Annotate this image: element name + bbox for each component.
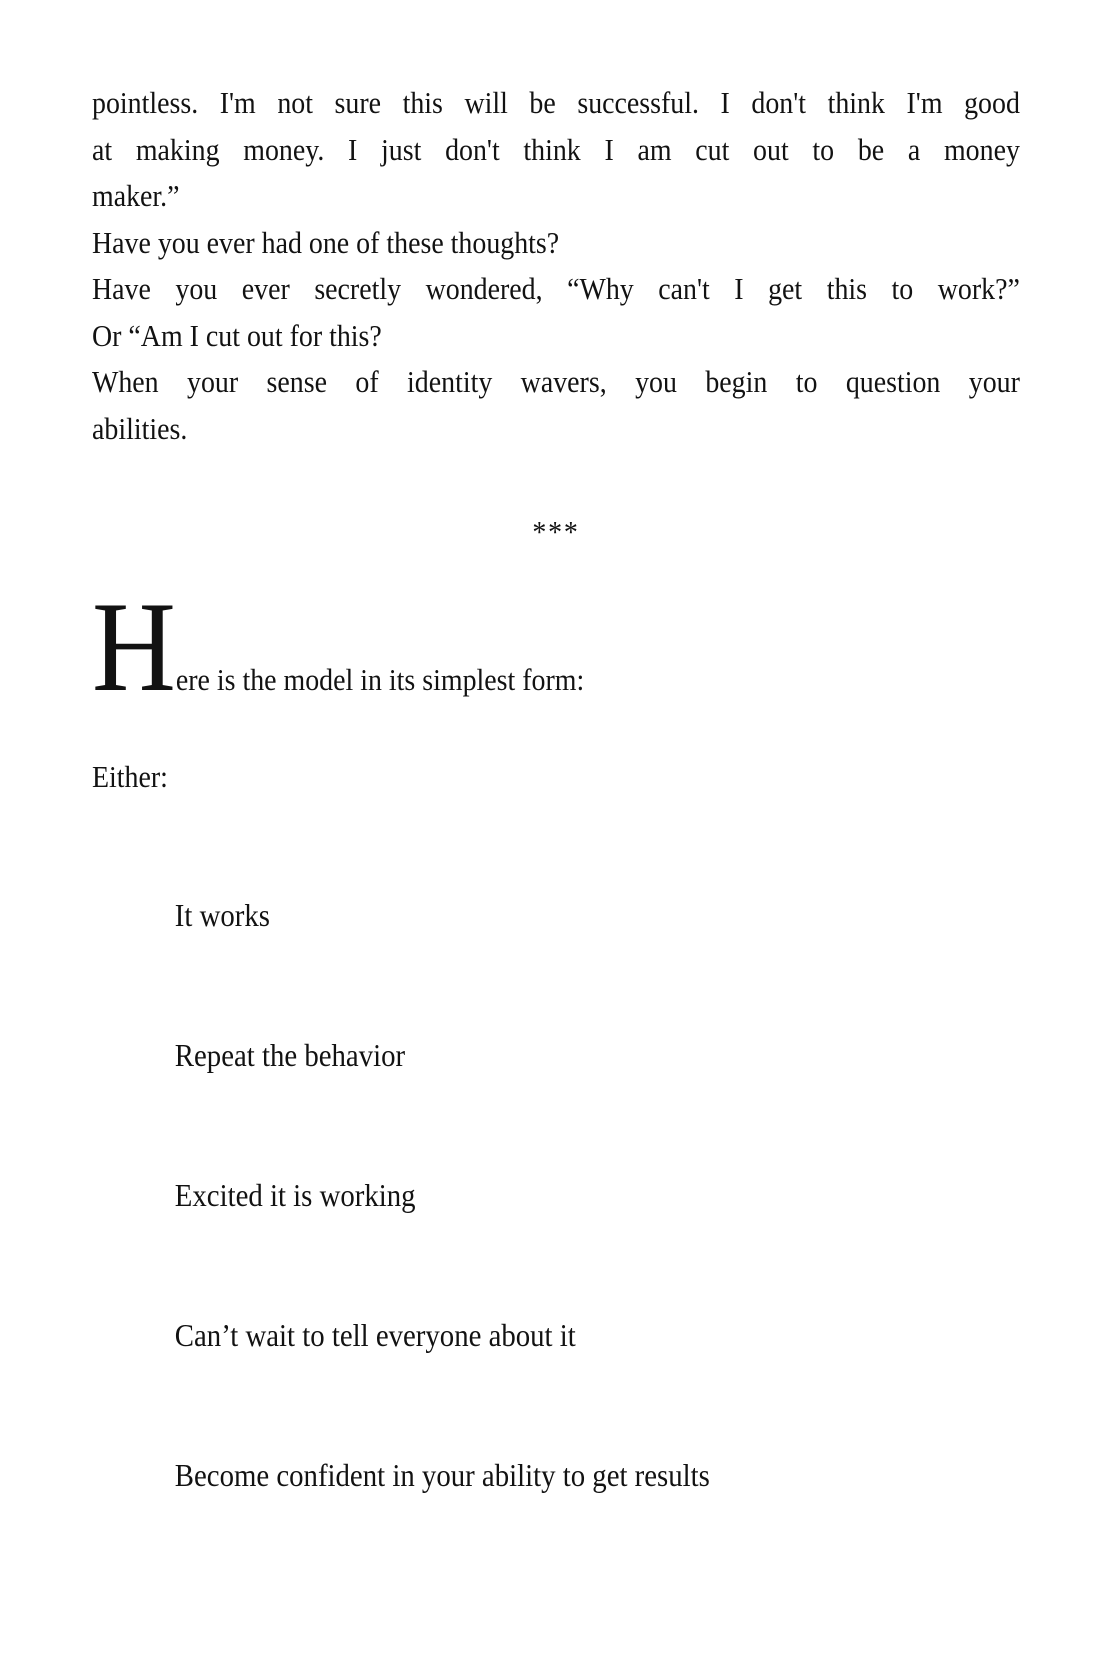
text-column <box>92 80 1020 1499</box>
list-item: Repeat the behavior <box>174 1037 406 1073</box>
opening-sentence: ere is the model in its simplest form: <box>175 661 585 697</box>
text-line: abilities. <box>92 410 188 446</box>
text-line: Have you ever secretly wondered, “Why can't I get this to work?” <box>92 271 1020 306</box>
either-label: Either: <box>92 758 168 794</box>
drop-cap-letter: H <box>92 574 176 718</box>
section-opening-line <box>92 574 1020 732</box>
section-break-asterisks: *** <box>532 514 580 549</box>
text-line: When your sense of identity wavers, you begin to question your <box>92 364 1020 399</box>
text-line: Have you ever had one of these thoughts? <box>92 224 560 260</box>
list-item: Can’t wait to tell everyone about it <box>174 1317 576 1353</box>
list-item: Excited it is working <box>174 1177 416 1213</box>
list-item: It works <box>174 897 270 933</box>
text-line: maker.” <box>92 178 180 213</box>
text-line: at making money. I just don't think I am cut out to be a money <box>92 131 1020 167</box>
body-paragraph <box>92 80 1020 452</box>
model-steps-list <box>92 892 1020 1499</box>
list-item: Become confident in your ability to get results <box>174 1457 710 1493</box>
text-line: pointless. I'm not sure this will be successful. I don't think I'm good <box>92 85 1020 120</box>
text-line: Or “Am I cut out for this? <box>92 317 382 353</box>
